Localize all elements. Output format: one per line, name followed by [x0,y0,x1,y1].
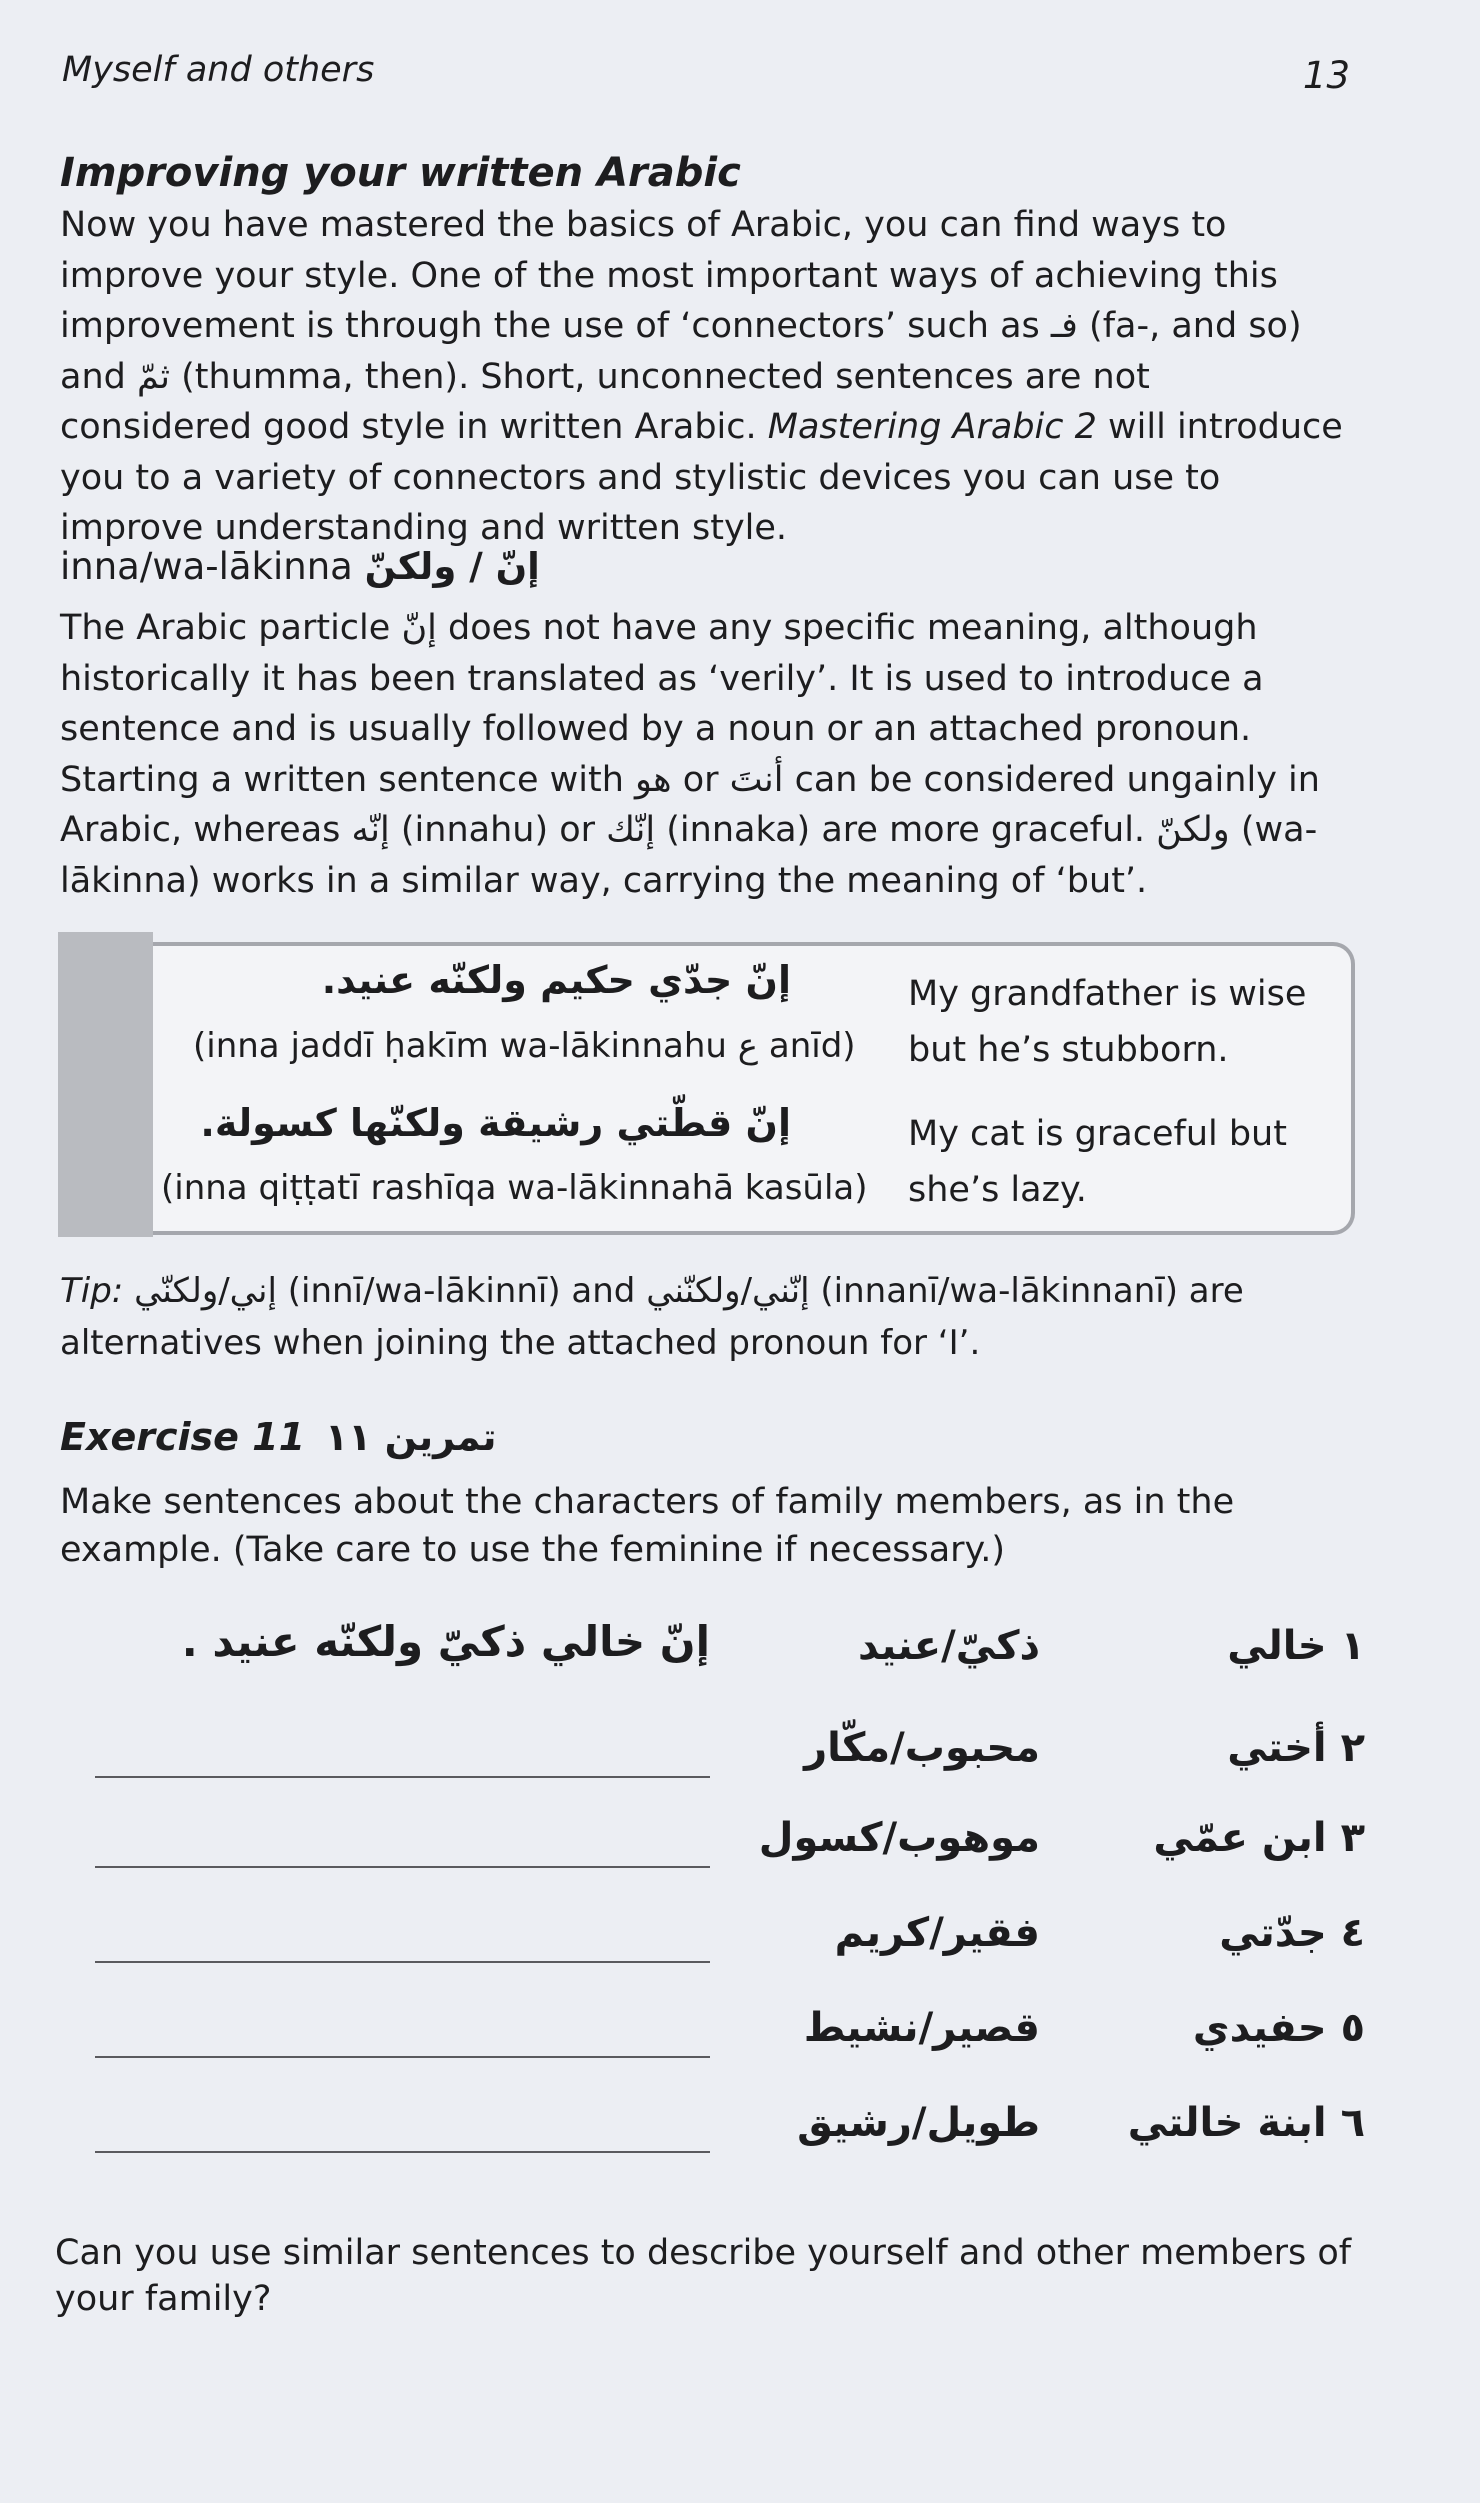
item-adjectives: طويل/رشيق [797,2100,1040,2146]
exercise-item [0,1905,1480,1975]
item-number: ١ [1340,1623,1365,1669]
text-span: The Arabic particle [60,608,402,648]
item-number: ٣ [1340,1815,1365,1861]
arabic-inni: إني/ولكنّي [134,1271,277,1311]
exercise-item [0,1720,1480,1790]
text-span: Now you have mastered the basics of Arabic, you can find ways to improve your style. One of the most important ways of achieving this improvement is through the use of ‘connectors’ such as [60,205,1278,346]
item-number: ٢ [1340,1725,1365,1771]
example-box [153,942,1355,1235]
example-english: My cat is graceful but she’s lazy. [908,1114,1287,1210]
arabic-walakinna: ولكنّ [1156,810,1230,850]
text-span: does not have any specific meaning, although historically it has been translated as ‘verily’. It is used to introduce a sentence and is usually followed by a noun or an attached pronoun. Starting a written sentence with [60,608,1264,800]
exercise-title: Exercise 11 [60,1415,306,1459]
heading-latin: inna/wa-lākinna [60,545,353,588]
tip-label: Tip: [60,1271,124,1311]
answer-line[interactable] [95,1866,710,1868]
followup-question: Can you use similar sentences to describe yourself and other members of your family? [55,2233,1352,2319]
arabic-fa: فـ [1050,306,1078,346]
text-span: (wa-lākinna) works in a similar way, carrying the meaning of ‘but’. [60,810,1318,901]
exercise-item [0,1810,1480,1880]
book-title: Mastering Arabic 2 [767,407,1097,447]
exercise-title-arabic: تمرين ١١ [325,1415,497,1459]
arabic-anta: أنتَ [729,759,784,800]
arabic-inna: إنّ [401,608,437,648]
arabic-innaka: إنّك [606,810,656,850]
example-arabic: إنّ قطّتي رشيقة ولكنّها كسولة. [200,1101,791,1145]
section-heading-improving: Improving your written Arabic [60,150,741,196]
page-number: 13 [1302,54,1350,97]
text-span: will introduce you to a variety of connectors and stylistic devices you can use to improve understanding and written style. [60,407,1343,548]
item-person: ابن عمّي [1153,1815,1327,1861]
item-subject [1227,1725,1365,1771]
item-subject [1227,1623,1365,1669]
example-english: My grandfather is wise but he’s stubborn. [908,974,1307,1070]
answer-line[interactable] [95,2151,710,2153]
section-heading-inna [60,545,540,588]
item-adjectives: موهوب/كسول [758,1815,1040,1861]
arabic-huwa: هو [635,759,672,800]
paragraph-connectors [60,200,1350,554]
answer-line[interactable] [95,1961,710,1963]
item-adjectives: ذكيّ/عنيد [858,1623,1040,1669]
tip-note [60,1265,1360,1369]
arabic-innahu: إنّه [351,810,390,850]
text-span: (innahu) or [389,810,607,850]
text-span: (thumma, then). Short, unconnected sentences are not considered good style in written Arabic. [60,356,1150,447]
item-subject [1128,2100,1365,2146]
text-span: can be considered ungainly in Arabic, whereas [60,759,1320,850]
item-adjectives: فقير/كريم [834,1910,1040,1956]
item-person: ابنة خالتي [1127,2100,1327,2146]
text-span: (innaka) are more graceful. [655,810,1157,850]
running-header: Myself and others [62,50,375,90]
heading-arabic: إنّ / ولكنّ [364,545,540,588]
exercise-item [0,2095,1480,2165]
exercise-item [0,1615,1480,1685]
answer-line[interactable] [95,2056,710,2058]
item-person: أختي [1227,1725,1327,1771]
arabic-thumma: ثمّ [136,356,171,397]
text-span: (fa-, and so) and [60,306,1302,397]
text-span: (innanī/wa-lākinnanī) are alternatives when joining the attached pronoun for ‘I’. [60,1271,1244,1363]
exercise-item [0,2000,1480,2070]
item-person: جدّتي [1219,1910,1327,1956]
item-number: ٤ [1340,1910,1365,1956]
paragraph-inna [60,603,1350,906]
example-arabic: إنّ جدّي حكيم ولكنّه عنيد. [321,958,791,1002]
item-subject [1193,2005,1365,2051]
example-answer: إنّ خالي ذكيّ ولكنّه عنيد . [181,1617,710,1666]
item-adjectives: محبوب/مكّار [804,1725,1040,1771]
answer-line[interactable] [95,1776,710,1778]
item-person: حفيدي [1192,2005,1327,2051]
item-subject [1219,1910,1365,1956]
item-number: ٥ [1340,2005,1365,2051]
item-adjectives: قصير/نشيط [803,2005,1040,2051]
text-span: (innī/wa-lākinnī) and [276,1271,647,1311]
example-transliteration: (inna qiṭṭatī rashīqa wa-lākinnahā kasūla) [161,1168,868,1208]
item-person: خالي [1227,1623,1327,1669]
item-subject [1153,1815,1365,1861]
item-number: ٦ [1340,2100,1365,2146]
example-box-bar [58,932,153,1237]
exercise-instruction: Make sentences about the characters of family members, as in the example. (Take care to use the feminine if necessary.) [60,1482,1235,1570]
example-transliteration: (inna jaddī ḥakīm wa-lākinnahu ع anīd) [193,1026,856,1066]
text-span: or [671,759,730,800]
arabic-innani: إنّني/ولكنّني [646,1271,810,1311]
exercise-heading [60,1415,497,1459]
